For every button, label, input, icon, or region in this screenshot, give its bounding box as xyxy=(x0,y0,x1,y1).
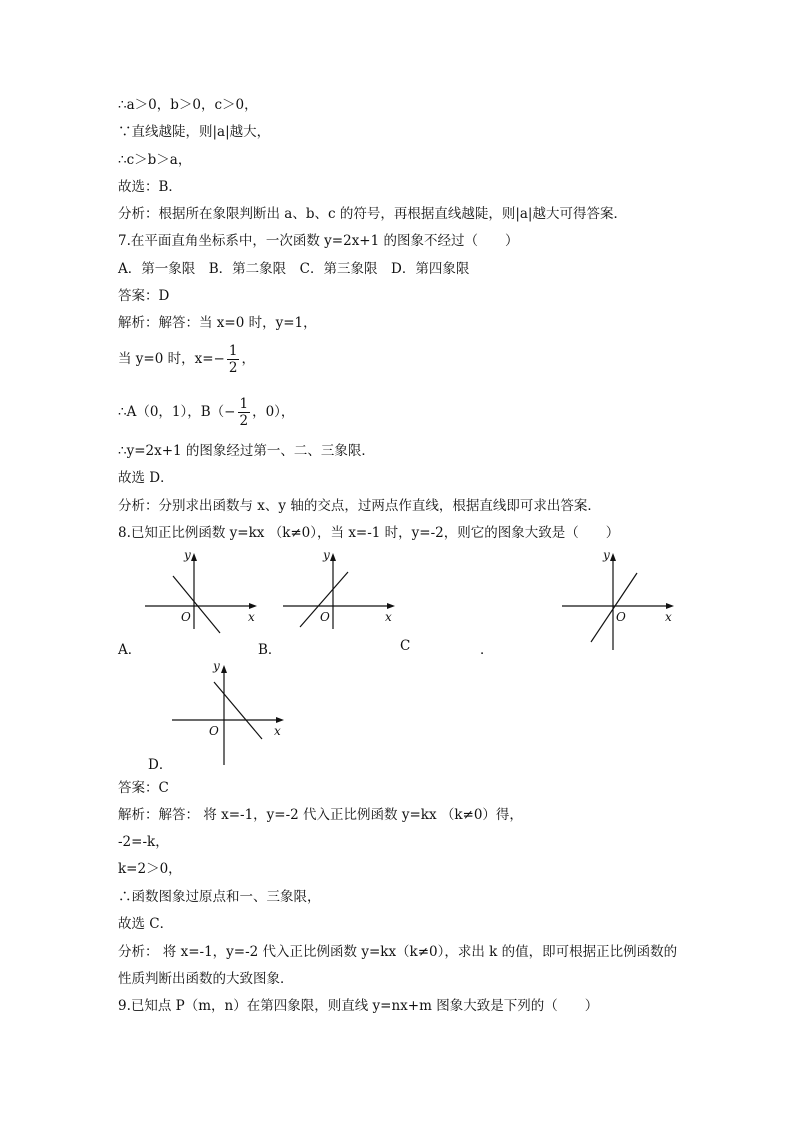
text-fragment: ∴A（0，1），B（− xyxy=(118,404,236,420)
option-label-d: D． xyxy=(148,757,173,773)
solution-line: ∴y=2x+1 的图象经过第一、二、三象限． xyxy=(118,443,375,459)
x-axis-label: x xyxy=(274,724,281,738)
question-7-options: A．第一象限 B．第二象限 C．第三象限 D．第四象限 xyxy=(118,261,470,277)
answer: 答案：C xyxy=(118,780,169,796)
x-axis-label: x xyxy=(385,610,392,624)
origin-label: O xyxy=(209,724,219,738)
fraction-denominator: 2 xyxy=(239,413,249,429)
fraction-numerator: 1 xyxy=(239,396,249,412)
graph-option-d xyxy=(168,655,293,770)
text-fragment: 当 y=0 时，x=− xyxy=(118,351,225,367)
y-axis-label: y xyxy=(213,659,220,673)
analysis: 分析： 将 x=-1，y=-2 代入正比例函数 y=kx（k≠0），求出 k 的值，即可根据正比例函数的 xyxy=(118,944,678,960)
graph-option-a xyxy=(140,545,265,630)
solution-line: 解析：解答：当 x=0 时，y=1， xyxy=(118,315,317,331)
origin-label: O xyxy=(616,610,626,624)
text-line: ∵直线越陡，则|a|越大， xyxy=(118,124,271,140)
option-label-b: B． xyxy=(258,642,282,658)
solution-line: -2=-k， xyxy=(118,834,169,850)
answer: 答案：D xyxy=(118,288,170,304)
solution-line: ∴函数图象过原点和一、三象限， xyxy=(118,889,321,905)
question-8: 8.已知正比例函数 y=kx （k≠0），当 x=-1 时，y=-2，则它的图象大致是（ ） xyxy=(118,525,620,541)
option-label-c-dot: ． xyxy=(480,642,494,658)
fraction xyxy=(227,343,240,376)
solution-line: 解析：解答： 将 x=-1，y=-2 代入正比例函数 y=kx （k≠0）得， xyxy=(118,807,523,823)
y-axis-label: y xyxy=(184,548,191,562)
origin-label: O xyxy=(320,610,330,624)
text-line: 分析：根据所在象限判断出 a、b、c 的符号，再根据直线越陡，则|a|越大可得答案． xyxy=(118,206,627,222)
solution-line: 故选 C． xyxy=(118,916,174,932)
question-7: 7.在平面直角坐标系中，一次函数 y=2x+1 的图象不经过（ ） xyxy=(118,233,519,249)
option-label-a: A． xyxy=(118,642,142,658)
text-line: ∴c＞b＞a， xyxy=(118,152,192,168)
fraction xyxy=(238,396,251,429)
option-label-c: C xyxy=(400,638,411,654)
y-axis-label: y xyxy=(603,548,610,562)
graph-option-c xyxy=(560,545,685,655)
solution-line-fraction xyxy=(118,343,255,376)
analysis: 性质判断出函数的大致图象． xyxy=(118,971,294,987)
solution-line: k=2＞0， xyxy=(118,861,182,877)
x-axis-label: x xyxy=(248,610,255,624)
fraction-denominator: 2 xyxy=(228,360,238,376)
text-fragment: ，0）， xyxy=(252,404,295,420)
x-axis-label: x xyxy=(665,610,672,624)
origin-label: O xyxy=(181,610,191,624)
text-line: ∴a＞0，b＞0，c＞0， xyxy=(118,97,258,113)
analysis: 分析：分别求出函数与 x、y 轴的交点，过两点作直线，根据直线即可求出答案． xyxy=(118,498,601,514)
solution-line: 故选 D． xyxy=(118,470,174,486)
question-9: 9.已知点 P（m，n）在第四象限，则直线 y=nx+m 图象大致是下列的（ ） xyxy=(118,998,599,1014)
graph-option-b xyxy=(278,545,403,630)
y-axis-label: y xyxy=(323,548,330,562)
solution-line-fraction xyxy=(118,396,294,429)
fraction-numerator: 1 xyxy=(228,343,238,359)
text-fragment: ， xyxy=(241,351,255,367)
text-line: 故选：B． xyxy=(118,179,182,195)
